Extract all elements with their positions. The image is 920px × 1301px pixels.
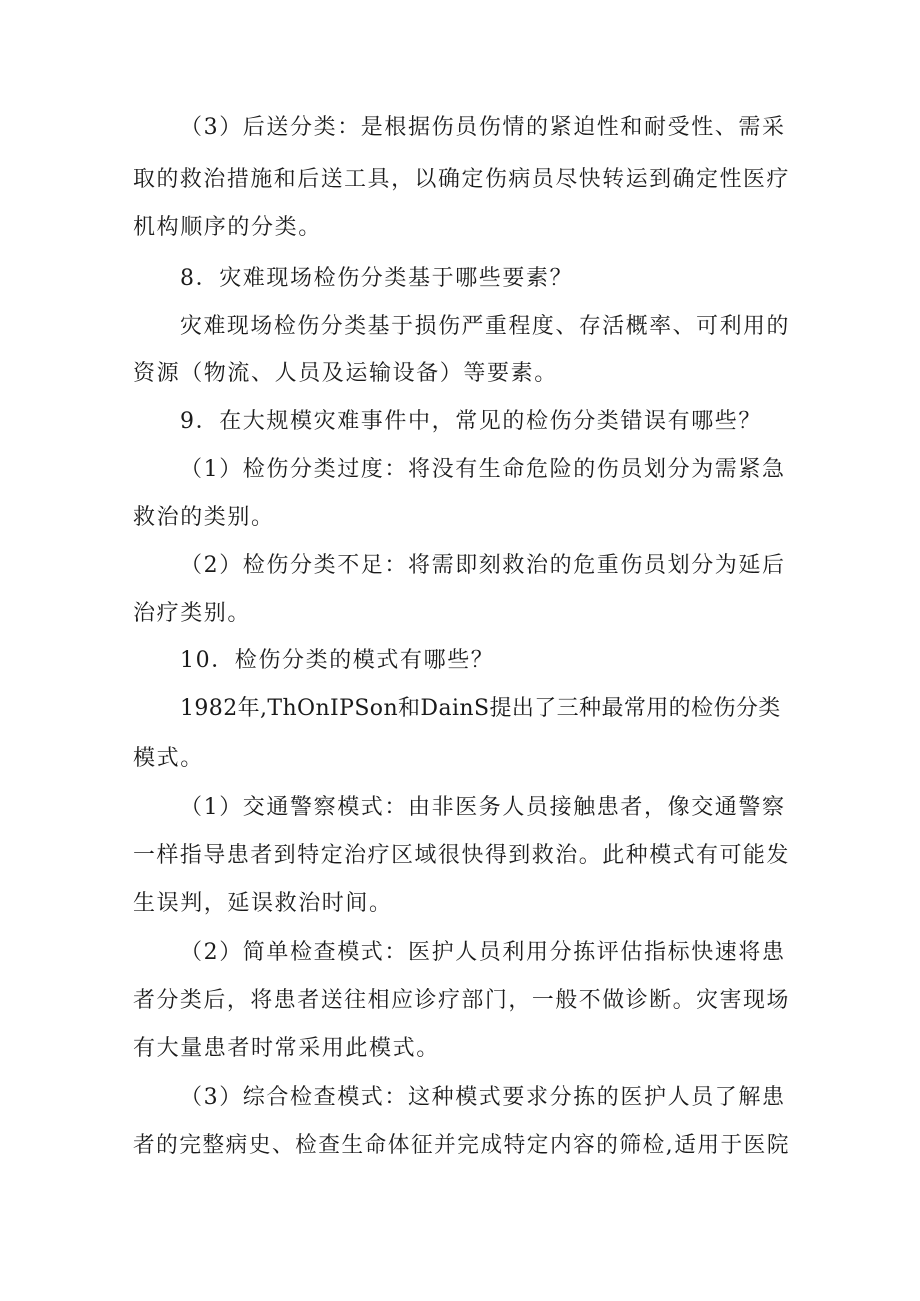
para-line: （3）综合检查模式：这种模式要求分拣的医护人员了解患	[180, 1085, 786, 1110]
para-line: （1）检伤分类过度：将没有生命危险的伤员划分为需紧急	[180, 457, 786, 482]
para-line: 者的完整病史、检查生命体征并完成特定内容的筛检,适用于医院	[133, 1133, 791, 1158]
para-line: 有大量患者时常采用此模式。	[133, 1036, 440, 1061]
para-line: 一样指导患者到特定治疗区域很快得到救治。此种模式有可能发	[133, 843, 790, 868]
para-line: 1982年,ThOnIPSon和DainS提出了三种最常用的检伤分类	[180, 696, 781, 721]
para-line: 模式。	[133, 746, 204, 771]
question-heading: 10．检伤分类的模式有哪些？	[180, 648, 495, 673]
question-heading: 8．灾难现场检伤分类基于哪些要素？	[180, 266, 574, 291]
para-line: 灾难现场检伤分类基于损伤严重程度、存活概率、可利用的	[180, 314, 790, 339]
para-line: 取的救治措施和后送工具，以确定伤病员尽快转运到确定性医疗	[133, 167, 790, 192]
question-heading: 9．在大规模灾难事件中，常见的检伤分类错误有哪些？	[180, 409, 762, 434]
para-line: 者分类后，将患者送往相应诊疗部门，一般不做诊断。灾害现场	[133, 988, 790, 1013]
para-line: （1）交通警察模式：由非医务人员接触患者，像交通警察	[180, 795, 786, 820]
para-line: 生误判，延误救治时间。	[133, 891, 393, 916]
para-line: （2）检伤分类不足：将需即刻救治的危重伤员划分为延后	[180, 553, 786, 578]
para-line: （3）后送分类：是根据伤员伤情的紧迫性和耐受性、需采	[180, 115, 786, 140]
para-line: 救治的类别。	[133, 505, 275, 530]
para-line: 机构顺序的分类。	[133, 215, 322, 240]
para-line: 资源（物流、人员及运输设备）等要素。	[133, 361, 558, 386]
para-line: 治疗类别。	[133, 601, 252, 626]
para-line: （2）简单检查模式：医护人员利用分拣评估指标快速将患	[180, 940, 786, 965]
